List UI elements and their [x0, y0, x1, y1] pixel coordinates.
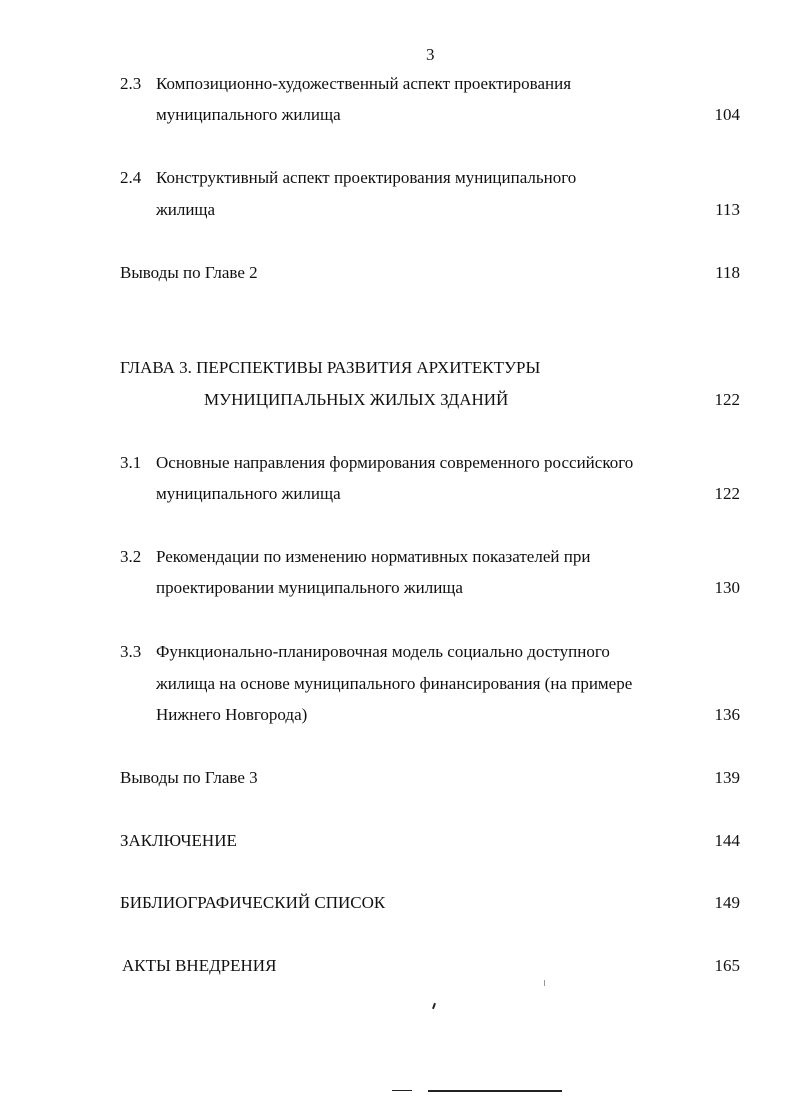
toc-entry-title-line: АКТЫ ВНЕДРЕНИЯ [122, 956, 277, 975]
toc-entry-page: 122 [714, 390, 740, 409]
chapter-heading-line: МУНИЦИПАЛЬНЫХ ЖИЛЫХ ЗДАНИЙ [204, 390, 509, 409]
scan-artifact [392, 1090, 412, 1091]
chapter-heading-line: ГЛАВА 3. ПЕРСПЕКТИВЫ РАЗВИТИЯ АРХИТЕКТУРЫ [120, 358, 541, 377]
page-number: 3 [426, 45, 435, 64]
scan-artifact [432, 1003, 436, 1009]
toc-entry-title-line: Основные направления формирования современного российского [156, 453, 634, 472]
toc-entry-title-line: ЗАКЛЮЧЕНИЕ [120, 831, 237, 850]
toc-entry-page: 136 [714, 705, 740, 724]
toc-entry-page: 104 [714, 105, 740, 124]
toc-entry-title-line: муниципального жилища [156, 484, 341, 503]
toc-entry-number: 3.1 [120, 453, 142, 472]
toc-entry-title-line: Рекомендации по изменению нормативных показателей при [156, 547, 591, 566]
toc-entry-page: 165 [714, 956, 740, 975]
toc-entry-page: 144 [714, 831, 740, 850]
toc-entry-title-line: проектировании муниципального жилища [156, 578, 463, 597]
toc-entry-page: 118 [715, 263, 740, 282]
toc-entry-title-line: Конструктивный аспект проектирования муниципального [156, 168, 577, 187]
toc-entry-page: 139 [714, 768, 740, 787]
toc-entry-page: 149 [714, 893, 740, 912]
toc-entry-title-line: Выводы по Главе 2 [120, 263, 258, 282]
scan-artifact [428, 1090, 562, 1092]
toc-entry-title-line: Композиционно-художественный аспект проектирования [156, 74, 572, 93]
toc-entry-number: 3.2 [120, 547, 142, 566]
toc-entry-title-line: БИБЛИОГРАФИЧЕСКИЙ СПИСОК [120, 893, 386, 912]
toc-entry-title-line: муниципального жилища [156, 105, 341, 124]
scan-artifact [544, 980, 545, 986]
toc-entry-page: 113 [715, 200, 740, 219]
toc-entry-number: 2.4 [120, 168, 142, 187]
toc-entry-title-line: Функционально-планировочная модель социально доступного [156, 642, 610, 661]
toc-entry-title-line: Выводы по Главе 3 [120, 768, 258, 787]
toc-entry-title-line: жилища [156, 200, 216, 219]
toc-entry-title-line: Нижнего Новгорода) [156, 705, 308, 724]
toc-entry-page: 130 [714, 578, 740, 597]
toc-entry-number: 2.3 [120, 74, 142, 93]
toc-entry-title-line: жилища на основе муниципального финансирования (на примере [156, 674, 633, 693]
toc-entry-number: 3.3 [120, 642, 142, 661]
toc-entry-page: 122 [714, 484, 740, 503]
